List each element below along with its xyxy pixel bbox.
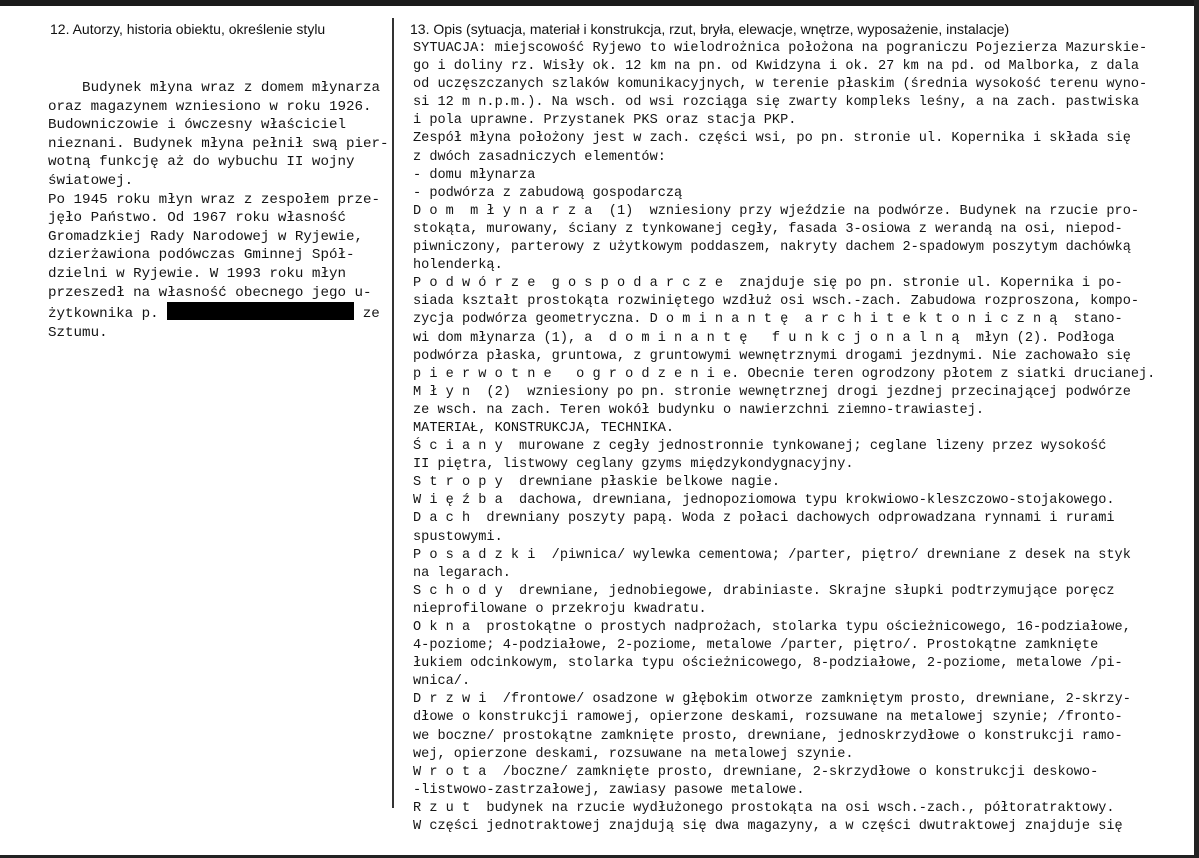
description-line: W r o t a /boczne/ zamknięte prosto, drewniane, 2-skrzydłowe o konstrukcji deskowo-: [413, 764, 1099, 780]
description-line: SYTUACJA: miejscowość Ryjewo to wielodrożnica położona na pograniczu Pojezierza Mazurskie-: [413, 41, 1148, 56]
description-line: -listwowo-zastrzałowej, zawiasy pasowe metalowe.: [413, 782, 805, 798]
description-line: i pola uprawne. Przystanek PKS oraz stacja PKP.: [413, 113, 797, 129]
history-line: Po 1945 roku młyn wraz z zespołem prze-: [48, 191, 381, 208]
history-text: [48, 79, 388, 342]
history-line: Sztumu.: [48, 324, 108, 341]
description-line: p i e r w o t n e o g r o d z e n i e. Obecnie teren ogrodzony płotem z siatki drucianej.: [413, 366, 1156, 382]
description-line: D a c h drewniany poszyty papą. Woda z połaci dachowych odprowadzana rynnami i rurami: [413, 511, 1115, 527]
description-line: podwórza płaska, gruntowa, z gruntowymi wewnętrznymi drogami jezdnymi. Nie zachowało się: [413, 348, 1131, 364]
column-divider: [392, 18, 394, 808]
scan-edge-top: [0, 0, 1199, 6]
description-line: II piętra, listwowy ceglany gzyms międzykondygnacyjny.: [413, 457, 854, 473]
description-line: P o s a d z k i /piwnica/ wylewka cementowa; /parter, piętro/ drewniane z desek na styk: [413, 547, 1131, 563]
description-line: R z u t budynek na rzucie wydłużonego prostokąta na osi wsch.-zach., półtoratraktowy.: [413, 800, 1115, 816]
description-line: nieprofilowane o przekroju kwadratu.: [413, 601, 707, 617]
history-line: przeszedł na własność obecnego jego u-: [48, 284, 372, 301]
history-line: dzielni w Ryjewie. W 1993 roku młyn: [48, 265, 346, 282]
description-line: zycja podwórza geometryczna. D o m i n a n t ę a r c h i t e k t o n i c z n ą stano-: [413, 312, 1123, 328]
description-line: wnica/.: [413, 674, 471, 690]
description-text: [413, 40, 1188, 836]
description-line: Ś c i a n y murowane z cegły jednostronnie tynkowanej; ceglane lizeny przez wysokość: [413, 439, 1107, 455]
description-line: na legarach.: [413, 565, 511, 581]
description-line: S t r o p y drewniane płaskie belkowe nagie.: [413, 475, 781, 491]
description-line: 4-poziome; 4-podziałowe, 2-poziome, metalowe /parter, piętro/. Prostokątne zamknięte: [413, 638, 1099, 654]
scan-edge-right: [1194, 0, 1199, 858]
history-line: dzierżawiona podówczas Gminnej Spół-: [48, 247, 355, 264]
description-line: dłowe o konstrukcji ramowej, opierzone deskami, rozsuwane na metalowej szynie; /fronto-: [413, 710, 1123, 726]
history-line: Budowniczowie i ówczesny właściciel: [48, 117, 346, 134]
history-line: światowej.: [48, 172, 134, 189]
section-12-heading: 12. Autorzy, historia obiektu, określenie stylu: [50, 21, 326, 37]
description-line: D r z w i /frontowe/ osadzone w głębokim otworze zamkniętym prosto, drewniane, 2-skrzy-: [413, 692, 1131, 708]
owner-line-end: ze: [354, 306, 380, 323]
description-line: S c h o d y drewniane, jednobiegowe, drabiniaste. Skrajne słupki podtrzymujące poręcz: [413, 583, 1115, 599]
description-line: D o m m ł y n a r z a (1) wzniesiony przy wjeździe na podwórze. Budynek na rzucie pro-: [413, 203, 1140, 219]
description-line: go i doliny rz. Wisły ok. 12 km na pn. od Kwidzyna i ok. 27 km na pd. od Malborka, z dala: [413, 59, 1140, 75]
owner-line: [48, 302, 388, 324]
history-line: Budynek młyna wraz z domem młynarza: [48, 80, 381, 96]
description-line: od uczęszczanych szlaków komunikacyjnych, w terenie płaskim (średnia wysokość terenu wyno-: [413, 77, 1148, 93]
history-line: nieznani. Budynek młyna pełnił swą pier-: [48, 135, 389, 152]
history-lines-end: [48, 324, 388, 343]
description-line: M ł y n (2) wzniesiony po pn. stronie wewnętrznej drogi jezdnej przecinającej podwórze: [413, 384, 1131, 400]
history-lines: [48, 79, 388, 302]
history-line: oraz magazynem wzniesiono w roku 1926.: [48, 98, 372, 115]
description-line: z dwóch zasadniczych elementów:: [413, 149, 666, 165]
description-line: wej, opierzone deskami, rozsuwane na metalowej szynie.: [413, 746, 854, 762]
history-line: jęło Państwo. Od 1967 roku własność: [48, 210, 346, 227]
history-line: wotną funkcję aż do wybuchu II wojny: [48, 154, 355, 171]
description-line: O k n a prostokątne o prostych nadprożach, stolarka typu ościeżnicowego, 16-podziałowe,: [413, 620, 1131, 635]
description-line: siada kształt prostokąta rozwiniętego wzdłuż osi wsch.-zach. Zabudowa rozproszona, kompo-: [413, 294, 1140, 310]
section-13-heading: 13. Opis (sytuacja, materiał i konstrukcja, rzut, bryła, elewacje, wnętrze, wyposażenie, instalacje): [410, 21, 1010, 37]
description-line: piwniczony, parterowy z użytkowym poddaszem, nakryty dachem 2-spadowym poszytym dachówką: [413, 240, 1131, 256]
description-line: MATERIAŁ, KONSTRUKCJA, TECHNIKA.: [413, 420, 675, 436]
description-line: W i ę ź b a dachowa, drewniana, jednopoziomowa typu krokwiowo-kleszczowo-stojakowego.: [413, 493, 1115, 509]
description-line: Zespół młyna położony jest w zach. części wsi, po pn. stronie ul. Kopernika i składa się: [413, 131, 1131, 147]
description-line: W części jednotraktowej znajdują się dwa magazyny, a w części dwutraktowej znajduje się: [413, 819, 1123, 835]
history-line: Gromadzkiej Rady Narodowej w Ryjewie,: [48, 228, 364, 245]
description-line: stokąta, murowany, ściany z tynkowanej cegły, fasada 3-osiowa z werandą na osi, niepod-: [413, 221, 1123, 237]
description-line: łukiem odcinkowym, stolarka typu ościeżnicowego, 8-podziałowe, 2-poziome, metalowe /pi-: [413, 656, 1123, 672]
redaction-bar: [167, 302, 354, 320]
description-line: - podwórza z zabudową gospodarczą: [413, 185, 683, 201]
description-line: P o d w ó r z e g o s p o d a r c z e znajduje się po pn. stronie ul. Kopernika i po-: [413, 276, 1123, 292]
description-line: ze wsch. na zach. Teren wokół budynku o nawierzchni ziemno-trawiastej.: [413, 402, 985, 418]
description-line: si 12 m n.p.m.). Na wsch. od wsi rozciąga się zwarty kompleks leśny, a na zach. pastwiska: [413, 95, 1140, 111]
description-line: we boczne/ prostokątne zamknięte prosto, drewniane, jednoskrzydłowe o konstrukcji ramo-: [413, 728, 1123, 744]
description-line: holenderką.: [413, 258, 503, 274]
description-line: spustowymi.: [413, 529, 503, 545]
description-line: wi dom młynarza (1), a d o m i n a n t ę f u n k c j o n a l n ą młyn (2). Podłoga: [413, 330, 1115, 346]
description-line: - domu młynarza: [413, 167, 536, 183]
owner-line-start: żytkownika p.: [48, 306, 168, 323]
